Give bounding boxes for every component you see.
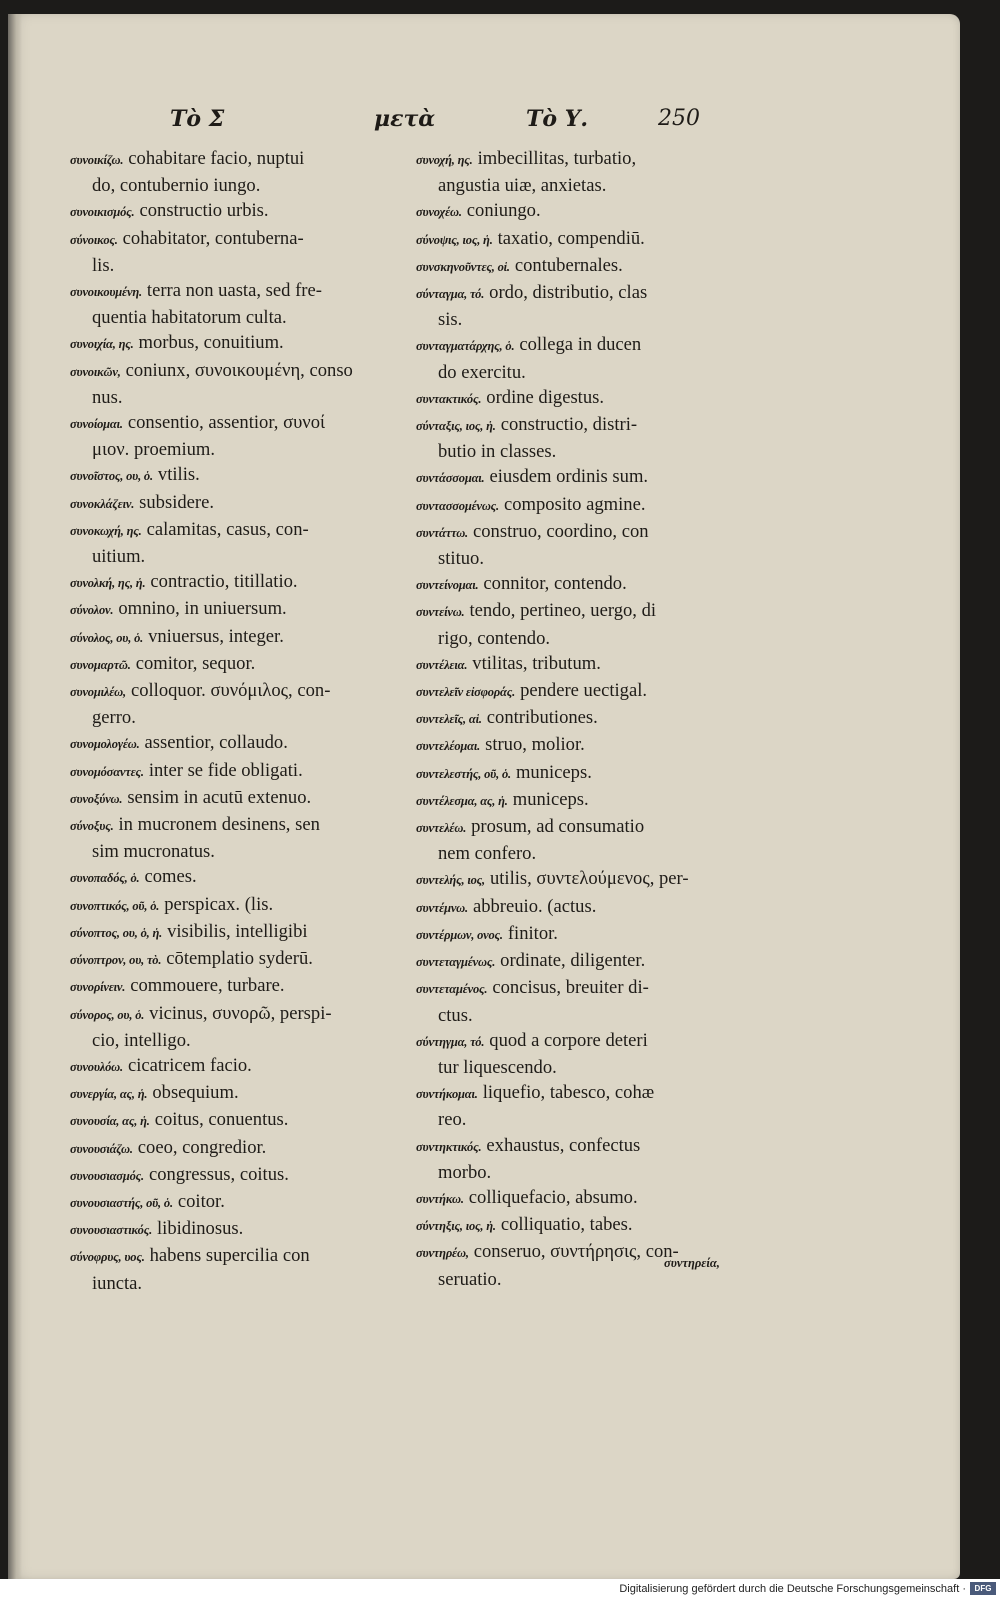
dictionary-line bbox=[416, 1003, 756, 1028]
greek-headword: σύνταγμα, τό. bbox=[416, 287, 485, 302]
dictionary-line bbox=[416, 651, 756, 678]
latin-gloss: construo, coordino, con bbox=[472, 520, 649, 542]
greek-headword: συνομαρτῶ. bbox=[70, 657, 131, 672]
latin-gloss: ordo, distributio, clas bbox=[489, 282, 648, 304]
dictionary-line bbox=[70, 624, 425, 651]
dictionary-line bbox=[416, 760, 756, 787]
latin-gloss: tendo, pertineo, uergo, di bbox=[469, 600, 657, 622]
greek-headword: συντείνομαι. bbox=[416, 578, 479, 593]
latin-gloss: exhaustus, confectus bbox=[486, 1134, 641, 1156]
greek-headword: συνολκή, ης, ἡ. bbox=[70, 576, 146, 591]
greek-headword: συνοκωχή, ης. bbox=[70, 523, 142, 538]
dictionary-line bbox=[70, 410, 425, 437]
latin-gloss: cōtemplatio syderū. bbox=[166, 948, 313, 970]
greek-headword: συντασσομένως. bbox=[416, 498, 499, 513]
dictionary-line bbox=[70, 278, 425, 305]
dictionary-line bbox=[70, 198, 425, 225]
dictionary-line bbox=[70, 1216, 425, 1243]
latin-gloss: contractio, titillatio. bbox=[150, 571, 298, 593]
dictionary-line bbox=[70, 226, 425, 253]
latin-gloss: uitium. bbox=[92, 546, 146, 568]
latin-gloss: vtilis. bbox=[157, 464, 200, 486]
greek-headword: συντείνω. bbox=[416, 605, 465, 620]
latin-gloss: constructio, distri- bbox=[500, 414, 638, 436]
latin-gloss: gerro. bbox=[92, 707, 136, 729]
greek-headword: σύντηξις, ιος, ἡ. bbox=[416, 1219, 496, 1234]
greek-headword: συνομολογέω. bbox=[70, 737, 140, 752]
greek-headword: συνουλόω. bbox=[70, 1059, 123, 1074]
dictionary-line bbox=[416, 894, 756, 921]
latin-gloss: sim mucronatus. bbox=[92, 841, 215, 863]
latin-gloss: habens supercilia con bbox=[149, 1245, 310, 1267]
dfg-logo: DFG bbox=[970, 1582, 996, 1595]
latin-gloss: prosum, ad consumatio bbox=[471, 816, 645, 838]
latin-gloss: comitor, sequor. bbox=[135, 652, 256, 674]
latin-gloss: perspicax. (lis. bbox=[164, 893, 274, 915]
dictionary-line bbox=[70, 1135, 425, 1162]
latin-gloss: cohabitator, contuberna- bbox=[122, 227, 304, 249]
dictionary-line bbox=[416, 921, 756, 948]
greek-headword: συντελεστής, οῦ, ὁ. bbox=[416, 766, 511, 781]
latin-gloss: utilis, συντελούμενος, per- bbox=[489, 868, 689, 890]
greek-headword: συντηκτικός. bbox=[416, 1139, 482, 1154]
greek-headword: συνοικουμένη. bbox=[70, 285, 142, 300]
latin-gloss: in mucronem desinens, sen bbox=[118, 814, 320, 836]
greek-headword: συντελεῖν εἰσφοράς. bbox=[416, 685, 516, 700]
footer bbox=[0, 1579, 1000, 1599]
dictionary-line bbox=[416, 678, 756, 705]
dictionary-line bbox=[70, 839, 425, 864]
dictionary-line bbox=[416, 841, 756, 866]
greek-headword: συνοικίζω. bbox=[70, 153, 124, 167]
greek-headword: συνσκηνοῦντες, οἱ. bbox=[416, 259, 510, 274]
latin-gloss: ordinate, diligenter. bbox=[500, 950, 646, 972]
greek-headword: συντελέω. bbox=[416, 821, 467, 836]
greek-headword: συνορίνειν. bbox=[70, 980, 126, 995]
dictionary-line bbox=[416, 1133, 756, 1160]
latin-gloss: eiusdem ordinis sum. bbox=[489, 466, 649, 488]
greek-headword: συνταγματάρχης, ὁ. bbox=[416, 339, 515, 354]
dictionary-line bbox=[416, 253, 756, 280]
dictionary-line bbox=[70, 1107, 425, 1134]
greek-headword: συνομιλέω, bbox=[70, 685, 126, 700]
latin-gloss: cicatricem facio. bbox=[127, 1054, 252, 1076]
latin-gloss: vicinus, συνορῶ, perspi- bbox=[149, 1002, 332, 1024]
dictionary-line bbox=[416, 385, 756, 412]
dictionary-line bbox=[70, 1001, 425, 1028]
dictionary-line bbox=[416, 814, 756, 841]
latin-gloss: consentio, assentior, συνοί bbox=[127, 412, 326, 434]
dictionary-line bbox=[70, 1271, 425, 1296]
greek-headword: συντελέομαι. bbox=[416, 739, 481, 754]
dictionary-line bbox=[416, 626, 756, 651]
latin-gloss: seruatio. bbox=[438, 1268, 502, 1290]
dictionary-line bbox=[416, 360, 756, 385]
dictionary-line bbox=[70, 490, 425, 517]
latin-gloss: calamitas, casus, con- bbox=[146, 518, 309, 540]
greek-headword: σύνολος, ου, ὁ. bbox=[70, 630, 144, 645]
greek-headword: συντέλεια. bbox=[416, 657, 468, 672]
greek-headword: συντήκω. bbox=[416, 1191, 464, 1206]
dictionary-line bbox=[70, 437, 425, 462]
latin-gloss: coniungo. bbox=[466, 200, 541, 222]
greek-headword: συνοχέω. bbox=[416, 205, 462, 220]
dictionary-line bbox=[70, 892, 425, 919]
greek-headword: συντέλεσμα, ας, ἡ. bbox=[416, 793, 508, 808]
greek-headword: συνουσία, ας, ἡ. bbox=[70, 1114, 150, 1129]
dictionary-line bbox=[416, 492, 756, 519]
latin-gloss: angustia uiæ, anxietas. bbox=[438, 175, 607, 197]
dictionary-line bbox=[416, 173, 756, 198]
latin-gloss: reo. bbox=[438, 1109, 467, 1131]
latin-gloss: omnino, in uniuersum. bbox=[118, 598, 287, 620]
dictionary-line bbox=[70, 596, 425, 623]
latin-gloss: imbecillitas, turbatio, bbox=[477, 148, 637, 169]
dictionary-line bbox=[70, 758, 425, 785]
dictionary-line bbox=[70, 146, 425, 173]
dictionary-line bbox=[416, 464, 756, 491]
greek-headword: σύνοξυς. bbox=[70, 819, 114, 834]
greek-headword: συνοικισμός. bbox=[70, 205, 135, 220]
latin-gloss: taxatio, compendiū. bbox=[497, 227, 645, 249]
latin-gloss: morbo. bbox=[438, 1161, 492, 1183]
page-number: 250 bbox=[658, 106, 700, 131]
latin-gloss: μιον. proemium. bbox=[92, 439, 216, 461]
latin-gloss: sis. bbox=[438, 309, 463, 331]
dictionary-line bbox=[70, 1080, 425, 1107]
latin-gloss: nem confero. bbox=[438, 843, 537, 865]
greek-headword: συντηρέω, bbox=[416, 1246, 469, 1261]
dictionary-line bbox=[70, 919, 425, 946]
latin-gloss: pendere uectigal. bbox=[520, 680, 648, 702]
book-page bbox=[8, 14, 960, 1579]
latin-gloss: colliquefacio, absumo. bbox=[468, 1186, 638, 1208]
dictionary-line bbox=[416, 226, 756, 253]
dictionary-line bbox=[70, 173, 425, 198]
dictionary-line bbox=[416, 1160, 756, 1185]
greek-headword: σύνολον. bbox=[70, 603, 114, 618]
latin-gloss: colloquor. συνόμιλος, con- bbox=[130, 680, 331, 702]
latin-gloss: coitor. bbox=[177, 1190, 225, 1212]
latin-gloss: congressus, coitus. bbox=[148, 1163, 289, 1185]
greek-headword: σύνορος, ου, ὁ. bbox=[70, 1007, 145, 1022]
latin-gloss: lis. bbox=[92, 254, 115, 276]
dictionary-line bbox=[70, 253, 425, 278]
greek-headword: συνουσιαστής, οῦ, ὁ. bbox=[70, 1195, 173, 1210]
greek-headword: συνοπτικός, οῦ, ὁ. bbox=[70, 898, 160, 913]
dictionary-line bbox=[416, 1080, 756, 1107]
latin-gloss: cohabitare facio, nuptui bbox=[128, 148, 305, 169]
latin-gloss: concisus, breuiter di- bbox=[492, 977, 649, 999]
dictionary-line bbox=[416, 307, 756, 332]
greek-headword: συνουσιάζω. bbox=[70, 1141, 133, 1156]
dictionary-line bbox=[416, 866, 756, 893]
dictionary-line bbox=[70, 330, 425, 357]
latin-gloss: butio in classes. bbox=[438, 441, 557, 463]
greek-headword: συντελεῖς, αἱ. bbox=[416, 712, 482, 727]
dictionary-line bbox=[70, 462, 425, 489]
latin-gloss: subsidere. bbox=[139, 491, 215, 513]
dictionary-line bbox=[416, 975, 756, 1002]
latin-gloss: assentior, collaudo. bbox=[144, 732, 288, 754]
dictionary-line bbox=[416, 571, 756, 598]
dictionary-line bbox=[416, 439, 756, 464]
latin-gloss: tur liquescendo. bbox=[438, 1056, 557, 1078]
greek-headword: σύνοφρυς, υος. bbox=[70, 1250, 145, 1265]
dictionary-line bbox=[70, 358, 425, 385]
greek-headword: συνοπαδός, ὁ. bbox=[70, 871, 140, 886]
dictionary-line bbox=[70, 1028, 425, 1053]
greek-headword: σύνταξις, ιος, ἡ. bbox=[416, 419, 496, 434]
dictionary-line bbox=[70, 812, 425, 839]
running-head bbox=[8, 106, 960, 136]
dictionary-line bbox=[416, 519, 756, 546]
greek-headword: συνουσιαστικός. bbox=[70, 1223, 152, 1238]
dictionary-line bbox=[416, 705, 756, 732]
dictionary-line bbox=[416, 1212, 756, 1239]
latin-gloss: quod a corpore deteri bbox=[489, 1029, 648, 1051]
dictionary-line bbox=[70, 517, 425, 544]
latin-gloss: contributiones. bbox=[486, 707, 598, 729]
footer-credit: Digitalisierung gefördert durch die Deutsche Forschungsgemeinschaft · bbox=[619, 1583, 966, 1595]
dictionary-line bbox=[416, 332, 756, 359]
greek-headword: συντεταμένος. bbox=[416, 982, 488, 997]
latin-gloss: do exercitu. bbox=[438, 361, 526, 383]
dictionary-line bbox=[416, 1055, 756, 1080]
latin-gloss: cio, intelligo. bbox=[92, 1029, 191, 1051]
dictionary-line bbox=[416, 732, 756, 759]
dictionary-line bbox=[70, 1243, 425, 1270]
dictionary-line bbox=[70, 705, 425, 730]
greek-headword: συνοκλάζειν. bbox=[70, 496, 135, 511]
latin-gloss: quentia habitatorum culta. bbox=[92, 307, 287, 329]
dictionary-line bbox=[70, 385, 425, 410]
greek-headword: σύνοψις, ιος, ἡ. bbox=[416, 232, 493, 247]
dictionary-line bbox=[416, 598, 756, 625]
dictionary-line bbox=[70, 1162, 425, 1189]
latin-gloss: inter se fide obligati. bbox=[148, 759, 303, 781]
latin-gloss: commouere, turbare. bbox=[130, 975, 285, 997]
latin-gloss: liquefio, tabesco, cohæ bbox=[482, 1082, 655, 1104]
greek-headword: συντελής, ιος, bbox=[416, 873, 485, 888]
dictionary-line bbox=[70, 678, 425, 705]
latin-gloss: ctus. bbox=[438, 1004, 473, 1026]
greek-headword: συντάσσομαι. bbox=[416, 471, 485, 486]
latin-gloss: ordine digestus. bbox=[486, 386, 605, 408]
latin-gloss: municeps. bbox=[515, 761, 592, 783]
greek-headword: συνουσιασμός. bbox=[70, 1168, 144, 1183]
latin-gloss: municeps. bbox=[512, 788, 589, 810]
latin-gloss: nus. bbox=[92, 386, 123, 408]
latin-gloss: sensim in acutū extenuo. bbox=[127, 786, 312, 808]
latin-gloss: do, contubernio iungo. bbox=[92, 175, 261, 197]
latin-gloss: struo, molior. bbox=[485, 734, 585, 756]
right-column bbox=[416, 146, 756, 1292]
dictionary-line bbox=[70, 569, 425, 596]
latin-gloss: obsequium. bbox=[152, 1082, 239, 1104]
dictionary-line bbox=[70, 1189, 425, 1216]
greek-headword: συνοιχία, ης. bbox=[70, 337, 134, 352]
gutter-shadow bbox=[8, 14, 22, 1579]
dictionary-line bbox=[70, 544, 425, 569]
greek-headword: συντάττω. bbox=[416, 525, 468, 540]
dictionary-line bbox=[416, 280, 756, 307]
latin-gloss: stituo. bbox=[438, 548, 484, 570]
latin-gloss: finitor. bbox=[507, 922, 558, 944]
dictionary-line bbox=[416, 1028, 756, 1055]
catchword: συντηρεία, bbox=[664, 1256, 720, 1270]
dictionary-line bbox=[416, 412, 756, 439]
left-column bbox=[70, 146, 425, 1296]
latin-gloss: coniunx, συνοικουμένη, conso bbox=[125, 359, 353, 381]
latin-gloss: abbreuio. (actus. bbox=[472, 895, 597, 917]
latin-gloss: conseruo, συντήρησις, con- bbox=[473, 1241, 679, 1263]
greek-headword: συντέμνω. bbox=[416, 900, 468, 915]
latin-gloss: morbus, conuitium. bbox=[138, 332, 284, 354]
greek-headword: συνοῖστος, ου, ὁ. bbox=[70, 469, 153, 484]
dictionary-line bbox=[70, 785, 425, 812]
greek-headword: συντήκομαι. bbox=[416, 1087, 478, 1102]
greek-headword: συνεργία, ας, ἡ. bbox=[70, 1087, 148, 1102]
running-head-middle: μετὰ bbox=[374, 106, 436, 132]
dictionary-line bbox=[416, 948, 756, 975]
latin-gloss: vtilitas, tributum. bbox=[472, 652, 601, 674]
dictionary-line bbox=[70, 1053, 425, 1080]
greek-headword: συνομόσαντες. bbox=[70, 764, 144, 779]
latin-gloss: connitor, contendo. bbox=[483, 573, 627, 595]
latin-gloss: terra non uasta, sed fre- bbox=[146, 280, 322, 302]
latin-gloss: coitus, conuentus. bbox=[154, 1109, 289, 1131]
latin-gloss: contubernales. bbox=[514, 254, 623, 276]
dictionary-line bbox=[416, 1185, 756, 1212]
latin-gloss: visibilis, intelligibi bbox=[167, 920, 308, 942]
dictionary-line bbox=[70, 305, 425, 330]
latin-gloss: rigo, contendo. bbox=[438, 627, 551, 649]
greek-headword: σύνοικος. bbox=[70, 232, 118, 247]
greek-headword: συντακτικός. bbox=[416, 391, 482, 406]
running-head-left: Τὸ Σ bbox=[170, 106, 225, 132]
running-head-right: Τὸ Υ. bbox=[526, 106, 589, 132]
greek-headword: συνοικῶν, bbox=[70, 364, 121, 379]
latin-gloss: vniuersus, integer. bbox=[148, 625, 284, 647]
latin-gloss: collega in ducen bbox=[519, 334, 642, 356]
latin-gloss: colliquatio, tabes. bbox=[500, 1214, 633, 1236]
latin-gloss: constructio urbis. bbox=[139, 200, 269, 222]
latin-gloss: comes. bbox=[144, 866, 197, 888]
greek-headword: συντεταγμένως. bbox=[416, 955, 496, 970]
dictionary-line bbox=[70, 864, 425, 891]
greek-headword: συνοίομαι. bbox=[70, 417, 123, 432]
greek-headword: σύντηγμα, τό. bbox=[416, 1034, 485, 1049]
dictionary-line bbox=[70, 973, 425, 1000]
dictionary-line bbox=[70, 946, 425, 973]
latin-gloss: composito agmine. bbox=[504, 493, 646, 515]
dictionary-line bbox=[70, 651, 425, 678]
greek-headword: σύνοπτος, ου, ὁ, ἡ. bbox=[70, 925, 163, 940]
latin-gloss: iuncta. bbox=[92, 1272, 143, 1294]
greek-headword: σύνοπτρον, ου, τὸ. bbox=[70, 953, 162, 968]
dictionary-line bbox=[416, 146, 756, 173]
greek-headword: συντέρμων, ονος. bbox=[416, 927, 503, 942]
dictionary-line bbox=[416, 1107, 756, 1132]
dictionary-line bbox=[416, 198, 756, 225]
latin-gloss: libidinosus. bbox=[157, 1218, 244, 1240]
dictionary-line bbox=[416, 787, 756, 814]
dictionary-line bbox=[70, 730, 425, 757]
greek-headword: συνοχή, ης. bbox=[416, 153, 473, 167]
dictionary-line bbox=[416, 546, 756, 571]
greek-headword: συνοξύνω. bbox=[70, 791, 123, 806]
latin-gloss: coeo, congredior. bbox=[137, 1136, 267, 1158]
